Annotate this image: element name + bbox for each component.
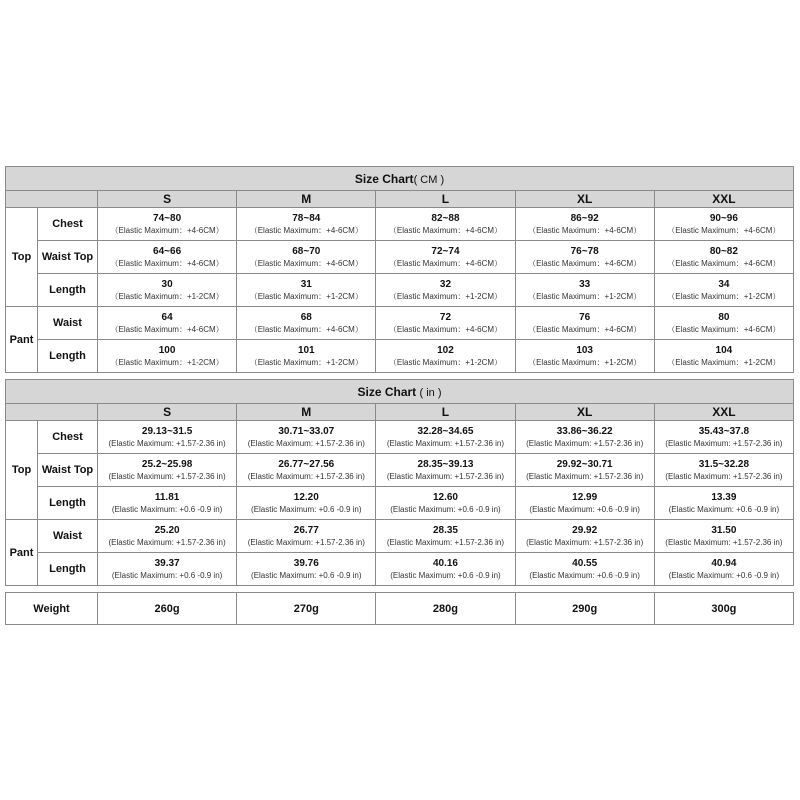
size-cell-xxl	[655, 487, 793, 519]
size-cell-xxl	[655, 421, 793, 453]
weight-value-xxl: 300g	[655, 593, 793, 624]
elastic-note: (Elastic Maximum: +1.57-2.36 in)	[665, 471, 783, 481]
elastic-note: （Elastic Maximum：+4-6CM）	[667, 324, 781, 334]
size-chart-inch-title	[6, 380, 793, 403]
weight-value-l: 280g	[376, 593, 514, 624]
elastic-note: （Elastic Maximum：+4-6CM）	[388, 324, 503, 334]
size-chart-cm-title	[6, 167, 793, 190]
elastic-note: (Elastic Maximum: +1.57-2.36 in)	[665, 537, 783, 547]
elastic-note: （Elastic Maximum：+1-2CM）	[110, 357, 224, 367]
measurement-label: Waist	[38, 307, 97, 339]
size-header-l: L	[376, 191, 514, 207]
size-cell-s	[98, 307, 236, 339]
size-cell-xl	[516, 208, 654, 240]
elastic-note: （Elastic Maximum：+4-6CM）	[249, 258, 363, 268]
size-cell-l	[376, 487, 514, 519]
size-cell-m	[237, 307, 375, 339]
size-cell-l	[376, 520, 514, 552]
measurement-label: Waist	[38, 520, 97, 552]
size-cell-s	[98, 208, 236, 240]
size-cell-s	[98, 487, 236, 519]
cell-value: 29.13~31.5	[141, 425, 193, 437]
elastic-note: (Elastic Maximum: +0.6 -0.9 in)	[529, 504, 640, 514]
cell-value: 72~74	[431, 245, 460, 257]
elastic-note: （Elastic Maximum：+1-2CM）	[667, 357, 781, 367]
size-cell-xl	[516, 241, 654, 273]
elastic-note: (Elastic Maximum: +1.57-2.36 in)	[526, 471, 644, 481]
cell-value: 26.77	[293, 524, 319, 536]
size-cell-m	[237, 454, 375, 486]
elastic-note: (Elastic Maximum: +1.57-2.36 in)	[386, 537, 505, 547]
cell-value: 64~66	[153, 245, 182, 257]
size-cell-xxl	[655, 520, 793, 552]
size-cell-s	[98, 340, 236, 372]
cell-value: 12.99	[572, 491, 598, 503]
size-cell-m	[237, 520, 375, 552]
table-row	[6, 553, 793, 585]
size-header-l: L	[376, 404, 514, 420]
cell-value: 29.92	[572, 524, 598, 536]
size-cell-xxl	[655, 553, 793, 585]
cell-value: 76~78	[570, 245, 599, 257]
cell-value: 31	[300, 278, 312, 290]
size-cell-l	[376, 340, 514, 372]
cell-value: 28.35	[432, 524, 458, 536]
size-cell-xl	[516, 553, 654, 585]
header-corner	[6, 404, 97, 420]
elastic-note: (Elastic Maximum: +0.6 -0.9 in)	[251, 570, 362, 580]
elastic-note: （Elastic Maximum：+4-6CM）	[249, 225, 363, 235]
elastic-note: (Elastic Maximum: +0.6 -0.9 in)	[111, 570, 223, 580]
weight-table	[5, 592, 794, 625]
group-label: Top	[6, 421, 37, 519]
cell-value: 40.16	[432, 557, 458, 569]
elastic-note: (Elastic Maximum: +1.57-2.36 in)	[108, 537, 226, 547]
elastic-note: （Elastic Maximum：+1-2CM）	[388, 357, 503, 367]
cell-value: 82~88	[431, 212, 460, 224]
cell-value: 64	[161, 311, 173, 323]
cell-value: 104	[715, 344, 733, 356]
size-cell-l	[376, 208, 514, 240]
size-cell-l	[376, 274, 514, 306]
elastic-note: （Elastic Maximum：+1-2CM）	[667, 291, 781, 301]
size-cell-s	[98, 520, 236, 552]
size-cell-xl	[516, 421, 654, 453]
size-chart-container	[5, 166, 794, 625]
size-header-xl: XL	[516, 404, 654, 420]
size-cell-m	[237, 421, 375, 453]
elastic-note: (Elastic Maximum: +0.6 -0.9 in)	[111, 504, 223, 514]
cell-value: 33.86~36.22	[556, 425, 613, 437]
size-cell-xl	[516, 487, 654, 519]
elastic-note: (Elastic Maximum: +1.57-2.36 in)	[247, 471, 365, 481]
size-cell-m	[237, 241, 375, 273]
size-cell-m	[237, 340, 375, 372]
elastic-note: （Elastic Maximum：+4-6CM）	[528, 258, 642, 268]
title-unit: ( CM )	[413, 173, 445, 186]
measurement-label: Chest	[38, 421, 97, 453]
elastic-note: （Elastic Maximum：+4-6CM）	[528, 324, 642, 334]
size-header-s: S	[98, 191, 236, 207]
cell-value: 68~70	[292, 245, 321, 257]
cell-value: 31.5~32.28	[698, 458, 750, 470]
size-cell-s	[98, 454, 236, 486]
table-row	[6, 421, 793, 453]
table-row	[6, 274, 793, 306]
cell-value: 40.94	[711, 557, 737, 569]
cell-value: 32	[439, 278, 452, 290]
size-cell-l	[376, 241, 514, 273]
elastic-note: （Elastic Maximum：+4-6CM）	[249, 324, 363, 334]
size-cell-xl	[516, 307, 654, 339]
cell-value: 12.60	[432, 491, 458, 503]
table-row	[6, 487, 793, 519]
group-label: Pant	[6, 520, 37, 585]
elastic-note: (Elastic Maximum: +0.6 -0.9 in)	[529, 570, 640, 580]
size-cell-l	[376, 553, 514, 585]
elastic-note: （Elastic Maximum：+1-2CM）	[388, 291, 503, 301]
size-cell-xxl	[655, 307, 793, 339]
title-text: Size Chart	[354, 171, 414, 186]
cm-top-group	[6, 208, 793, 306]
measurement-label: Length	[38, 340, 97, 372]
elastic-note: （Elastic Maximum：+4-6CM）	[667, 258, 781, 268]
elastic-note: (Elastic Maximum: +0.6 -0.9 in)	[668, 504, 780, 514]
title-unit: ( in )	[419, 386, 442, 399]
size-cell-l	[376, 307, 514, 339]
cell-value: 28.35~39.13	[417, 458, 474, 470]
weight-label: Weight	[6, 593, 97, 624]
cell-value: 25.2~25.98	[141, 458, 193, 470]
size-cell-l	[376, 454, 514, 486]
elastic-note: (Elastic Maximum: +1.57-2.36 in)	[665, 438, 783, 448]
elastic-note: (Elastic Maximum: +1.57-2.36 in)	[108, 471, 226, 481]
elastic-note: (Elastic Maximum: +0.6 -0.9 in)	[390, 570, 501, 580]
elastic-note: （Elastic Maximum：+1-2CM）	[249, 357, 363, 367]
measurement-label: Waist Top	[38, 241, 97, 273]
size-header-m: M	[237, 191, 375, 207]
elastic-note: (Elastic Maximum: +1.57-2.36 in)	[386, 471, 505, 481]
elastic-note: （Elastic Maximum：+4-6CM）	[667, 225, 781, 235]
cell-value: 72	[439, 311, 452, 323]
cell-value: 40.55	[572, 557, 598, 569]
table-row	[6, 340, 793, 372]
size-header-m: M	[237, 404, 375, 420]
elastic-note: (Elastic Maximum: +1.57-2.36 in)	[247, 438, 365, 448]
cell-value: 39.37	[154, 557, 180, 569]
group-label: Pant	[6, 307, 37, 372]
size-cell-xxl	[655, 454, 793, 486]
elastic-note: (Elastic Maximum: +0.6 -0.9 in)	[390, 504, 501, 514]
size-cell-xl	[516, 520, 654, 552]
elastic-note: （Elastic Maximum：+4-6CM）	[110, 225, 224, 235]
cell-value: 26.77~27.56	[278, 458, 335, 470]
cell-value: 102	[437, 344, 454, 356]
size-cell-m	[237, 274, 375, 306]
size-cell-s	[98, 553, 236, 585]
size-cell-s	[98, 274, 236, 306]
size-cell-xxl	[655, 340, 793, 372]
table-row	[6, 208, 793, 240]
cell-value: 86~92	[570, 212, 599, 224]
measurement-label: Chest	[38, 208, 97, 240]
size-cell-s	[98, 421, 236, 453]
size-header-xl: XL	[516, 191, 654, 207]
cm-pant-group	[6, 307, 793, 372]
size-cell-m	[237, 208, 375, 240]
size-chart-inch	[5, 379, 794, 586]
size-cell-xxl	[655, 241, 793, 273]
size-cell-xl	[516, 274, 654, 306]
elastic-note: (Elastic Maximum: +1.57-2.36 in)	[526, 537, 644, 547]
size-cell-xxl	[655, 208, 793, 240]
group-label: Top	[6, 208, 37, 306]
measurement-label: Length	[38, 487, 97, 519]
cell-value: 34	[718, 278, 730, 290]
measurement-label: Length	[38, 553, 97, 585]
inch-top-group	[6, 421, 793, 519]
size-cell-xl	[516, 454, 654, 486]
size-header-s: S	[98, 404, 236, 420]
cell-value: 101	[297, 344, 315, 356]
elastic-note: (Elastic Maximum: +1.57-2.36 in)	[247, 537, 365, 547]
cell-value: 30.71~33.07	[278, 425, 335, 437]
size-cell-xl	[516, 340, 654, 372]
title-text: Size Chart	[357, 384, 417, 399]
cell-value: 35.43~37.8	[698, 425, 750, 437]
size-cell-l	[376, 421, 514, 453]
size-header-xxl: XXL	[655, 191, 793, 207]
cell-value: 12.20	[293, 491, 319, 503]
elastic-note: (Elastic Maximum: +1.57-2.36 in)	[386, 438, 505, 448]
cell-value: 29.92~30.71	[556, 458, 613, 470]
elastic-note: （Elastic Maximum：+4-6CM）	[110, 258, 224, 268]
cell-value: 39.76	[293, 557, 319, 569]
cell-value: 30	[161, 278, 173, 290]
elastic-note: (Elastic Maximum: +1.57-2.36 in)	[526, 438, 644, 448]
elastic-note: （Elastic Maximum：+4-6CM）	[110, 324, 224, 334]
inch-pant-group	[6, 520, 793, 585]
cell-value: 80~82	[709, 245, 738, 257]
table-row	[6, 241, 793, 273]
measurement-label: Length	[38, 274, 97, 306]
elastic-note: （Elastic Maximum：+1-2CM）	[528, 357, 642, 367]
elastic-note: （Elastic Maximum：+4-6CM）	[388, 258, 503, 268]
size-header-xxl: XXL	[655, 404, 793, 420]
weight-value-xl: 290g	[516, 593, 654, 624]
elastic-note: （Elastic Maximum：+1-2CM）	[249, 291, 363, 301]
cell-value: 11.81	[154, 491, 180, 503]
cell-value: 33	[579, 278, 591, 290]
elastic-note: （Elastic Maximum：+1-2CM）	[110, 291, 224, 301]
cell-value: 32.28~34.65	[417, 425, 474, 437]
header-corner	[6, 191, 97, 207]
measurement-label: Waist Top	[38, 454, 97, 486]
cell-value: 74~80	[153, 212, 182, 224]
size-cell-m	[237, 487, 375, 519]
cell-value: 31.50	[711, 524, 737, 536]
cell-value: 103	[576, 344, 593, 356]
table-row	[6, 520, 793, 552]
table-row	[6, 454, 793, 486]
cell-value: 76	[579, 311, 591, 323]
cell-value: 80	[718, 311, 730, 323]
size-cell-xxl	[655, 274, 793, 306]
elastic-note: （Elastic Maximum：+4-6CM）	[388, 225, 503, 235]
cell-value: 25.20	[154, 524, 180, 536]
cell-value: 100	[158, 344, 176, 356]
elastic-note: （Elastic Maximum：+1-2CM）	[528, 291, 642, 301]
cell-value: 13.39	[711, 491, 737, 503]
cell-value: 78~84	[292, 212, 321, 224]
size-chart-cm	[5, 166, 794, 373]
size-cell-m	[237, 553, 375, 585]
elastic-note: (Elastic Maximum: +1.57-2.36 in)	[108, 438, 226, 448]
elastic-note: (Elastic Maximum: +0.6 -0.9 in)	[668, 570, 780, 580]
cell-value: 90~96	[709, 212, 738, 224]
elastic-note: (Elastic Maximum: +0.6 -0.9 in)	[251, 504, 362, 514]
size-cell-s	[98, 241, 236, 273]
cell-value: 68	[300, 311, 312, 323]
weight-value-m: 270g	[237, 593, 375, 624]
table-row	[6, 307, 793, 339]
elastic-note: （Elastic Maximum：+4-6CM）	[528, 225, 642, 235]
weight-value-s: 260g	[98, 593, 236, 624]
